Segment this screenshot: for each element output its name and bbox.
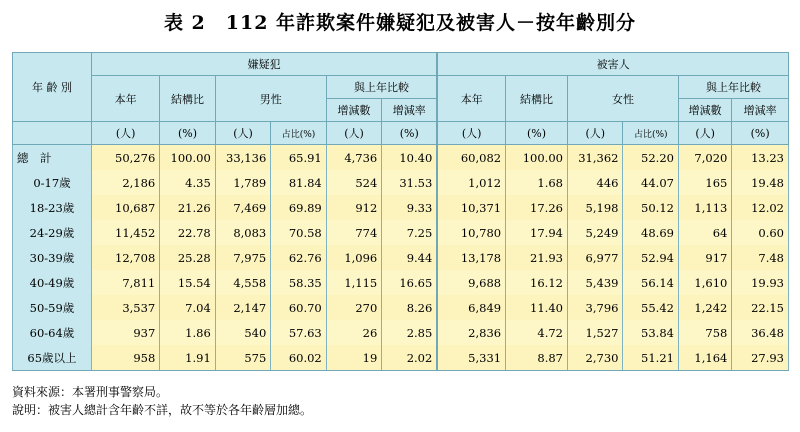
cell-v-chg: 1,164 [678,345,731,371]
row-age-label: 總 計 [13,145,92,171]
header-suspects-change-rate: 增減率 [382,99,438,122]
cell-s-male-pct: 62.76 [271,245,327,270]
cell-v-female: 5,198 [567,195,623,220]
cell-s-male: 4,558 [215,270,271,295]
cell-s-total: 7,811 [91,270,159,295]
cell-s-rate: 2.02 [382,345,438,371]
table-body [13,145,789,371]
header-suspects-ratio: 結構比 [160,76,216,122]
cell-v-chg: 1,610 [678,270,731,295]
table-row [13,320,789,345]
cell-s-ratio: 7.04 [160,295,216,320]
table-row [13,145,789,171]
cell-s-ratio: 1.86 [160,320,216,345]
header-female: 女性 [567,76,678,122]
cell-s-male: 7,975 [215,245,271,270]
table-row [13,170,789,195]
cell-s-male: 1,789 [215,170,271,195]
cell-v-chg: 917 [678,245,731,270]
cell-v-chg: 165 [678,170,731,195]
cell-s-ratio: 4.35 [160,170,216,195]
table-row [13,295,789,320]
cell-v-total: 60,082 [437,145,505,171]
cell-s-male: 540 [215,320,271,345]
row-age-label: 65歲以上 [13,345,92,371]
cell-s-total: 12,708 [91,245,159,270]
cell-s-chg: 26 [326,320,382,345]
cell-v-rate: 27.93 [732,345,789,371]
cell-s-total: 50,276 [91,145,159,171]
cell-v-total: 10,780 [437,220,505,245]
cell-s-chg: 19 [326,345,382,371]
row-age-label: 0-17歲 [13,170,92,195]
cell-s-ratio: 22.78 [160,220,216,245]
header-suspects-change-count: 增減數 [326,99,382,122]
cell-s-rate: 2.85 [382,320,438,345]
cell-v-female-pct: 44.07 [623,170,679,195]
row-age-label: 30-39歲 [13,245,92,270]
header-age-group: 年 齡 別 [13,53,92,122]
cell-s-ratio: 1.91 [160,345,216,371]
cell-s-total: 10,687 [91,195,159,220]
cell-v-female-pct: 52.20 [623,145,679,171]
cell-s-male-pct: 65.91 [271,145,327,171]
cell-s-ratio: 15.54 [160,270,216,295]
cell-s-male-pct: 57.63 [271,320,327,345]
unit-suspects-total: (人) [91,122,159,145]
cell-s-chg: 774 [326,220,382,245]
row-age-label: 60-64歲 [13,320,92,345]
cell-v-chg: 64 [678,220,731,245]
cell-s-total: 3,537 [91,295,159,320]
cell-s-male: 8,083 [215,220,271,245]
cell-s-male: 575 [215,345,271,371]
header-unit-blank [13,122,92,145]
explanation-note: 說明：被害人總計含年齡不詳，故不等於各年齡層加總。 [12,403,313,417]
cell-s-rate: 7.25 [382,220,438,245]
header-suspects-this-year: 本年 [91,76,159,122]
cell-s-ratio: 25.28 [160,245,216,270]
cell-v-chg: 7,020 [678,145,731,171]
cell-v-ratio: 17.94 [506,220,568,245]
cell-v-ratio: 21.93 [506,245,568,270]
cell-v-chg: 1,242 [678,295,731,320]
cell-s-male-pct: 70.58 [271,220,327,245]
cell-v-female: 31,362 [567,145,623,171]
fraud-age-table [12,52,789,371]
cell-s-rate: 8.26 [382,295,438,320]
unit-female-share: 占比(%) [623,122,679,145]
cell-v-female: 5,439 [567,270,623,295]
cell-s-chg: 270 [326,295,382,320]
table-title: 表 2 112 年詐欺案件嫌疑犯及被害人－按年齡別分 [163,12,637,34]
footnotes [12,383,312,419]
cell-v-total: 2,836 [437,320,505,345]
unit-female: (人) [567,122,623,145]
cell-v-female: 1,527 [567,320,623,345]
cell-s-rate: 31.53 [382,170,438,195]
cell-s-male-pct: 81.84 [271,170,327,195]
cell-s-chg: 912 [326,195,382,220]
table-row [13,270,789,295]
cell-v-rate: 19.93 [732,270,789,295]
unit-suspects-change-rate: (%) [382,122,438,145]
cell-v-total: 13,178 [437,245,505,270]
cell-v-total: 9,688 [437,270,505,295]
row-age-label: 18-23歲 [13,195,92,220]
row-age-label: 40-49歲 [13,270,92,295]
cell-s-male-pct: 69.89 [271,195,327,220]
cell-v-female-pct: 50.12 [623,195,679,220]
header-suspects-compare: 與上年比較 [326,76,437,99]
cell-s-male-pct: 60.70 [271,295,327,320]
cell-s-rate: 9.44 [382,245,438,270]
header-male: 男性 [215,76,326,122]
cell-v-ratio: 8.87 [506,345,568,371]
cell-s-rate: 9.33 [382,195,438,220]
cell-v-female-pct: 51.21 [623,345,679,371]
cell-s-chg: 1,096 [326,245,382,270]
cell-v-rate: 12.02 [732,195,789,220]
cell-v-female-pct: 53.84 [623,320,679,345]
cell-v-chg: 758 [678,320,731,345]
cell-v-rate: 19.48 [732,170,789,195]
cell-v-female: 6,977 [567,245,623,270]
unit-victims-ratio: (%) [506,122,568,145]
cell-v-total: 1,012 [437,170,505,195]
cell-v-female-pct: 55.42 [623,295,679,320]
header-suspects: 嫌疑犯 [91,53,437,76]
cell-v-rate: 0.60 [732,220,789,245]
unit-victims-change-count: (人) [678,122,731,145]
cell-v-female-pct: 56.14 [623,270,679,295]
cell-v-ratio: 1.68 [506,170,568,195]
cell-v-female: 2,730 [567,345,623,371]
cell-v-total: 5,331 [437,345,505,371]
cell-s-total: 937 [91,320,159,345]
table-row [13,245,789,270]
row-age-label: 24-29歲 [13,220,92,245]
header-victims-change-count: 增減數 [678,99,731,122]
unit-male-share: 占比(%) [271,122,327,145]
cell-v-female: 3,796 [567,295,623,320]
cell-s-rate: 10.40 [382,145,438,171]
header-victims-this-year: 本年 [437,76,505,122]
cell-s-male: 2,147 [215,295,271,320]
cell-v-ratio: 4.72 [506,320,568,345]
cell-s-male: 7,469 [215,195,271,220]
cell-s-chg: 524 [326,170,382,195]
cell-v-female: 5,249 [567,220,623,245]
cell-s-male-pct: 58.35 [271,270,327,295]
header-victims: 被害人 [437,53,788,76]
row-age-label: 50-59歲 [13,295,92,320]
unit-victims-change-rate: (%) [732,122,789,145]
cell-v-rate: 7.48 [732,245,789,270]
unit-suspects-change-count: (人) [326,122,382,145]
cell-v-female-pct: 52.94 [623,245,679,270]
cell-s-total: 2,186 [91,170,159,195]
cell-v-female-pct: 48.69 [623,220,679,245]
cell-v-ratio: 17.26 [506,195,568,220]
header-victims-ratio: 結構比 [506,76,568,122]
table-row [13,220,789,245]
cell-v-ratio: 100.00 [506,145,568,171]
cell-s-chg: 1,115 [326,270,382,295]
header-victims-compare: 與上年比較 [678,76,788,99]
table-row [13,195,789,220]
cell-v-total: 6,849 [437,295,505,320]
table-row [13,345,789,371]
cell-s-total: 958 [91,345,159,371]
cell-v-female: 446 [567,170,623,195]
cell-s-ratio: 100.00 [160,145,216,171]
unit-victims-total: (人) [437,122,505,145]
cell-v-rate: 22.15 [732,295,789,320]
cell-s-ratio: 21.26 [160,195,216,220]
cell-v-total: 10,371 [437,195,505,220]
cell-s-rate: 16.65 [382,270,438,295]
cell-v-chg: 1,113 [678,195,731,220]
unit-suspects-ratio: (%) [160,122,216,145]
cell-v-rate: 13.23 [732,145,789,171]
header-victims-change-rate: 增減率 [732,99,789,122]
cell-s-chg: 4,736 [326,145,382,171]
cell-s-total: 11,452 [91,220,159,245]
source-note: 資料來源：本署刑事警察局。 [12,385,169,399]
unit-male: (人) [215,122,271,145]
cell-v-ratio: 11.40 [506,295,568,320]
cell-s-male-pct: 60.02 [271,345,327,371]
cell-v-rate: 36.48 [732,320,789,345]
cell-v-ratio: 16.12 [506,270,568,295]
cell-s-male: 33,136 [215,145,271,171]
